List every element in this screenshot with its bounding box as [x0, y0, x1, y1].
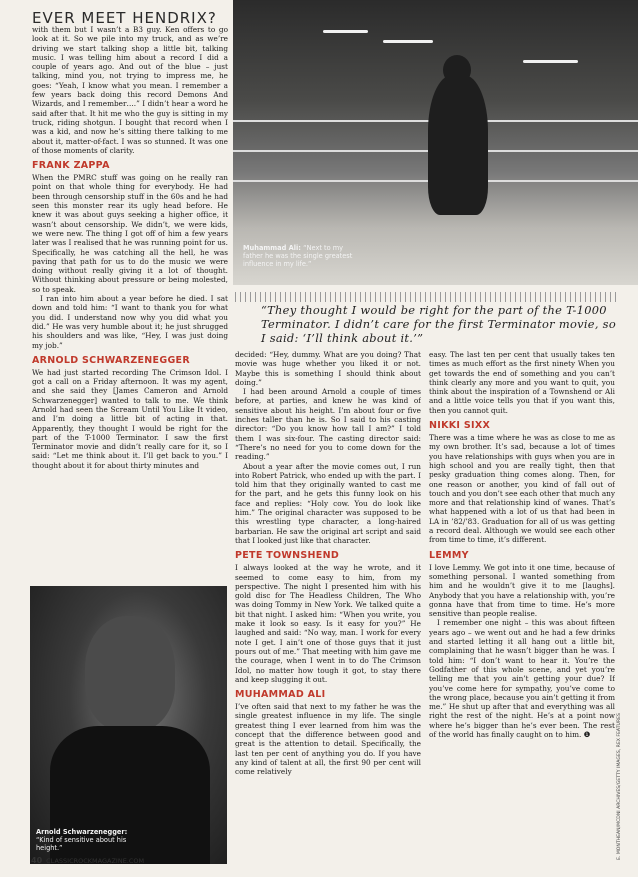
lemmy-paragraph-2: I remember one night – this was about fifteen years ago – we went out and he had a few drinks and started letting it all hang out a little bit, complaining that he wasn’t bigger than he was. I told him: “I don’t want to hear it. You’re the Godfather of this whole scene, and yet you’re telling me that you ain’t getting your due? If you’ve come here for sympathy, you’ve come to the wrong place, because you ain’t getting it from me.” He shut up after that and everything was all right the rest of the night. He’s at a point now where he’s bigger than he’s ever been. The rest of the world has finally caught on to him. ❶ [429, 618, 615, 739]
heading-pete-townshend: PETE TOWNSHEND [235, 550, 340, 562]
page-footer [31, 856, 144, 865]
page-number: 40 [31, 856, 43, 865]
heading-lemmy: LEMMY [429, 549, 469, 561]
section-title: EVER MEET HENDRIX? [32, 9, 217, 27]
arnold-paragraph-4: About a year after the movie comes out, I run into Robert Patrick, who ended up with the part. I told him that they originally wanted to cast me for the part, and he gets this funny look on his face and replies: “Holy cow. You do look like him.” The original character was supposed to be this wrestling type character, a long-haired barbarian. He saw the original art script and said that I looked just like that character. [235, 461, 421, 545]
heading-muhammad-ali: MUHAMMAD ALI [235, 689, 326, 701]
arnold-paragraph-2: decided: “Hey, dummy. What are you doing? That movie was huge whether you liked it or not. Maybe this is something I should think about doing.” [235, 350, 421, 387]
ali-paragraph-1: I’ve often said that next to my father he was the single greatest influence in my life. The single greatest thing I ever learned from him was the concept that the difference between good and great is the attention to detail. Specifically, the last ten per cent of anything you do. If you have any kind of talent at all, the first 90 per cent will come relatively [235, 702, 421, 777]
muhammad-ali-photo [233, 0, 638, 285]
heading-arnold-schwarzenegger: ARNOLD SCHWARZENEGGER [32, 354, 190, 366]
pull-quote-band [235, 292, 618, 345]
tick-divider [235, 292, 618, 302]
townshend-paragraph-1: I always looked at the way he wrote, and it seemed to come easy to him, from my perspective. The night I presented him with his gold disc for The Headless Children, The Who was doing Tommy in New York. We talked quite a bit that night. I asked him: “When you write, you make it look so easy. Is it easy for you?” He laughed and said: “No way, man. I work for every note I get. I ain’t one of those guys that it just pours out of me.” That meeting with him gave me the courage, when I went in to do The Crimson Idol, no matter how tough it got, to stay there and keep slugging it out. [235, 563, 421, 684]
zappa-paragraph-1: When the PMRC stuff was going on he really ran point on that whole thing for everybody. He had been through censorship stuff in the 60s and he had seen this monster rear its ugly head before. He knew it was about guys seeking a higher office, it wasn’t about censorship. We didn’t, we were kids, we were new. The thing I got off of him a few years later was I realised that he was running point for us. Specifically, he was catching all the hell, he was paving that path for us to do the music we were doing without really giving it a lot of thought. Without thinking about pressure or being molested, so to speak. [32, 173, 228, 294]
arnold-schwarzenegger-photo [30, 586, 227, 864]
ali-caption-text: “Next to my father he was the single greatest influence in my life.” [243, 244, 353, 269]
zappa-paragraph-2: I ran into him about a year before he died. I sat down and told him: “I want to thank you for what you did. I understand now why you did what you did.” He was very humble about it; he just shrugged his shoulders and was like, “Hey, I was just doing my job.” [32, 294, 228, 350]
column-3 [429, 350, 615, 865]
ali-caption [243, 244, 363, 269]
arnold-paragraph-1: We had just started recording The Crimson Idol. I got a call on a Friday afternoon. It was my agent, and she said they [James Cameron and Arnold Schwarzenegger] wanted to talk to me. We think Arnold had seen the Scream Until You Like It video, and I’m doing a little bit of acting in that. Apparently, they thought I would be right for the part of the T-1000 Terminator. I saw the first Terminator movie and didn’t really care for it, so I said: “Let me think about it. I’ll get back to you.” I thought about it for about thirty minutes and [32, 367, 228, 470]
ali-paragraph-2: easy. The last ten per cent that usually takes ten times as much effort as the first ninety When you get towards the end of something and you can’t think clearly any more and you want to quit, you think about the inspiration of a Townshend or Ali and a little voice tells you that if you want this, then you cannot quit. [429, 350, 615, 415]
lemmy-paragraph-1: I love Lemmy. We got into it one time, because of something personal. I wanted something from him and he wouldn’t give it to me [laughs]. Anybody that you have a relationship with, you’re gonna have that from time to time. He’s more sensitive than people realise. [429, 562, 615, 619]
footer-site: CLASSICROCKMAGAZINE.COM [46, 857, 145, 865]
sixx-paragraph-1: There was a time where he was as close to me as my own brother. It’s sad, because a lot of times you have relationships with guys when you are in high school and you are really tight, then that pesky graduation thing comes along. Then, for one reason or another, you kind of fall out of touch and you don’t see each other that much any more and that relationship kind of wanes. That’s what happened with a lot of us that had been in LA in ’82/’83. Graduation for all of us was getting a record deal. Although we would see each other from time to time, it’s different. [429, 433, 615, 545]
arnold-caption-name: Arnold Schwarzenegger: [36, 828, 128, 836]
heading-nikki-sixx: NIKKI SIXX [429, 420, 491, 432]
heading-frank-zappa: FRANK ZAPPA [32, 160, 110, 172]
intro-paragraph: with them but I wasn’t a B3 guy. Ken offers to go look at it. So we pile into my truck, and as we’re driving we start talking shop a little bit, talking music. I was telling him about a record I did a couple of years ago. And out of the blue – just talking, mind you, not trying to impress me, he goes: “Yeah, I know what you mean. I remember a few years back doing this record Demons And Wizards, and I remember….” I didn’t hear a word he said after that. It hit me who the guy is sitting in my truck, riding shotgun. I bought that record when I was a kid, and now he’s sitting there talking to me about it, matter-of-fact. I was so stunned. It was one of those moments of clarity. [32, 25, 228, 155]
column-2 [235, 350, 421, 865]
photo-credit: E. MONTHEAN/MCDNI ARCHIVES/GETTY IMAGES, REX FEATURES [617, 713, 622, 860]
pull-quote: “They thought I would be right for the part of the T-1000 Terminator. I didn’t care for the first Terminator movie, so I said: ‘I’ll think about it.’” [261, 303, 616, 345]
arnold-caption-text: “Kind of sensitive about his height.” [36, 836, 127, 853]
ali-caption-name: Muhammad Ali: [243, 244, 301, 252]
column-1 [32, 25, 228, 580]
arnold-caption [36, 828, 136, 853]
arnold-paragraph-3: I had been around Arnold a couple of times before, at parties, and knew he was kind of sensitive about his height. I’m about four or five inches taller than he is. So I said to his casting director: “Do you know how tall I am?” I told them I was six-four. The casting director said: “There’s no need for you to come down for the reading.” [235, 387, 421, 462]
